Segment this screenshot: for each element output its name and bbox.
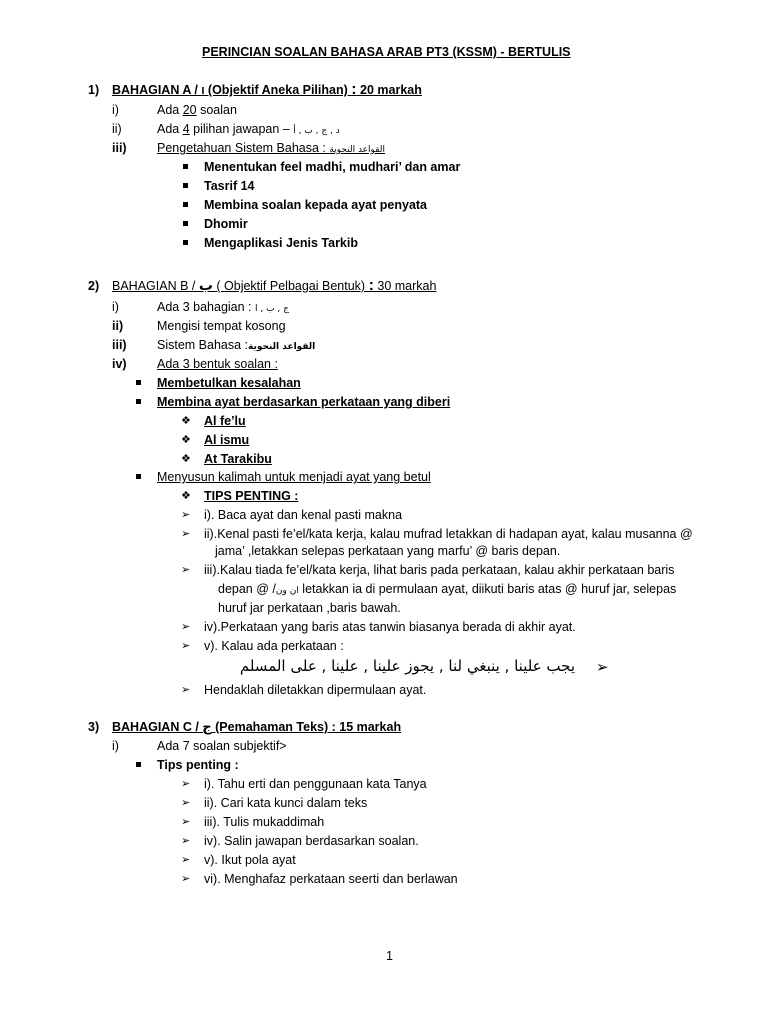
section-1-type: (Objektif Aneka Pilihan) bbox=[204, 83, 352, 97]
s1-bullet-4: Dhomir bbox=[204, 217, 248, 231]
diamond-icon: ❖ bbox=[181, 415, 191, 427]
s2-bullet-square-3 bbox=[136, 474, 141, 479]
s2-bullet-2: Membina ayat berdasarkan perkataan yang diberi bbox=[157, 395, 451, 409]
s1-item-ii-count: 4 bbox=[182, 122, 190, 136]
s1-bullet-3: Membina soalan kepada ayat penyata bbox=[204, 198, 428, 212]
s1-bullet-square-3 bbox=[183, 202, 188, 207]
arrow-bullet-icon: ➢ bbox=[181, 640, 191, 652]
s2-item-ii: Mengisi tempat kosong bbox=[157, 319, 286, 333]
s1-item-iii bbox=[157, 140, 385, 158]
section-3-heading bbox=[112, 719, 401, 736]
s2-item-iii-arabic: القواعد النحوية bbox=[248, 342, 316, 352]
s1-bullet-1: Menentukan feel madhi, mudhari’ dan amar bbox=[204, 160, 461, 174]
s1-bullet-square-1 bbox=[183, 164, 188, 169]
s2-bullet-1: Membetulkan kesalahan bbox=[157, 376, 301, 390]
s2-item-iii-num: iii) bbox=[112, 338, 127, 352]
s2-item-iii-text: Sistem Bahasa : bbox=[157, 338, 249, 352]
s3-item-i-num: i) bbox=[112, 739, 119, 753]
s1-item-ii-post: pilihan jawapan – bbox=[189, 122, 294, 136]
page-number: 1 bbox=[386, 949, 393, 963]
diamond-icon: ❖ bbox=[181, 453, 191, 465]
s2-tips-heading: TIPS PENTING : bbox=[204, 489, 299, 503]
section-1-heading bbox=[112, 82, 422, 100]
s1-item-i-count: 20 bbox=[182, 103, 197, 117]
s2-item-i-text: Ada 3 bahagian : bbox=[157, 300, 255, 314]
section-1-number: 1) bbox=[88, 83, 100, 97]
s1-bullet-square-4 bbox=[183, 221, 188, 226]
arrow-bullet-icon: ➢ bbox=[181, 778, 191, 790]
s3-tip-4: iv). Salin jawapan berdasarkan soalan. bbox=[204, 834, 419, 848]
s2-tip-6: Hendaklah diletakkan dipermulaan ayat. bbox=[204, 683, 427, 697]
section-3-label: BAHAGIAN C / bbox=[112, 720, 203, 734]
section-3-number: 3) bbox=[88, 720, 100, 734]
section-1-colon: : bbox=[351, 81, 357, 98]
s1-item-iii-arabic: القواعد النحوية bbox=[329, 145, 385, 155]
arrow-bullet-icon: ➢ bbox=[181, 509, 191, 521]
arrow-bullet-icon: ➢ bbox=[181, 797, 191, 809]
page-title: PERINCIAN SOALAN BAHASA ARAB PT3 (KSSM) - BERTULIS bbox=[202, 45, 571, 59]
s2-tip-3a: iii).Kalau tiada fe’el/kata kerja, lihat baris pada perkataan, kalau akhir perkataan baris bbox=[204, 563, 675, 577]
s2-tip-1: i). Baca ayat dan kenal pasti makna bbox=[204, 508, 403, 522]
s1-bullet-5: Mengaplikasi Jenis Tarkib bbox=[204, 236, 358, 250]
s2-tip-2b: jama’ ,letakkan selepas perkataan yang marfu’ @ baris depan. bbox=[215, 544, 561, 558]
arrow-bullet-icon: ➢ bbox=[181, 528, 191, 540]
s3-tips-heading: Tips penting : bbox=[157, 758, 239, 772]
s2-tip-3b-pre: depan @ / bbox=[218, 582, 276, 596]
s1-item-i-pre: Ada bbox=[157, 103, 183, 117]
s2-tip-3c: huruf jar perkataan ,baris bawah. bbox=[218, 601, 401, 615]
s2-item-i-num: i) bbox=[112, 300, 119, 314]
arrow-bullet-icon: ➢ bbox=[181, 873, 191, 885]
s2-tip-5: v). Kalau ada perkataan : bbox=[204, 639, 344, 653]
s2-item-i bbox=[157, 299, 289, 317]
s1-bullet-square-5 bbox=[183, 240, 188, 245]
s3-bullet-square bbox=[136, 762, 141, 767]
s2-bullet-3: Menyusun kalimah untuk menjadi ayat yang betul bbox=[157, 470, 431, 484]
s2-sub-2: Al ismu bbox=[204, 433, 250, 447]
s2-bullet-square-1 bbox=[136, 380, 141, 385]
s3-tip-6: vi). Menghafaz perkataan seerti dan berlawan bbox=[204, 872, 458, 886]
s2-sub-1: Al fe’lu bbox=[204, 414, 246, 428]
section-1-label: BAHAGIAN A / bbox=[112, 83, 202, 97]
section-2-number: 2) bbox=[88, 279, 100, 293]
s1-item-i-num: i) bbox=[112, 103, 119, 117]
arrow-bullet-icon: ➢ bbox=[181, 835, 191, 847]
s1-item-iii-text: Pengetahuan Sistem Bahasa : bbox=[157, 141, 330, 155]
arrow-bullet-icon: ➢ bbox=[181, 684, 191, 696]
s3-tip-2: ii). Cari kata kunci dalam teks bbox=[204, 796, 368, 810]
section-3-arabic-letter: ج bbox=[202, 720, 212, 735]
section-2-arabic-letter: ب bbox=[198, 278, 213, 294]
section-1-marks: 20 markah bbox=[356, 83, 422, 97]
section-2-heading bbox=[112, 278, 436, 294]
s1-item-ii-arabic: د , ج , ب , أ bbox=[293, 126, 340, 136]
arrow-bullet-icon: ➢ bbox=[181, 564, 191, 576]
s3-tip-5: v). Ikut pola ayat bbox=[204, 853, 296, 867]
s3-tip-3: iii). Tulis mukaddimah bbox=[204, 815, 325, 829]
s3-tip-1: i). Tahu erti dan penggunaan kata Tanya bbox=[204, 777, 427, 791]
section-2-label: BAHAGIAN B / bbox=[112, 279, 199, 293]
s2-item-iv-num: iv) bbox=[112, 357, 127, 371]
s2-tip-5-arabic: يجب علينا , ينبغي لنا , يجوز علينا , علينا , على المسلم bbox=[239, 657, 575, 675]
s1-item-ii-num: ii) bbox=[112, 122, 122, 136]
s2-item-iv: Ada 3 bentuk soalan : bbox=[157, 357, 278, 371]
section-2-colon: : bbox=[368, 277, 374, 294]
s1-item-ii-pre: Ada bbox=[157, 122, 183, 136]
s2-item-iii bbox=[157, 337, 315, 355]
s2-tip-3b-post: letakkan ia di permulaan ayat, diikuti baris atas @ huruf jar, selepas bbox=[298, 582, 677, 596]
diamond-icon: ❖ bbox=[181, 434, 191, 446]
s3-item-i: Ada 7 soalan subjektif> bbox=[157, 739, 287, 753]
s2-tip-2a: ii).Kenal pasti fe’el/kata kerja, kalau mufrad letakkan di hadapan ayat, kalau musanna @ bbox=[204, 527, 693, 541]
s2-bullet-square-2 bbox=[136, 399, 141, 404]
diamond-icon: ❖ bbox=[181, 490, 191, 502]
s1-item-i bbox=[157, 102, 237, 118]
arrow-bullet-icon: ➢ bbox=[181, 854, 191, 866]
s1-item-ii bbox=[157, 121, 340, 139]
s2-tip-4: iv).Perkataan yang baris atas tanwin biasanya berada di akhir ayat. bbox=[204, 620, 576, 634]
arrow-bullet-icon: ➢ bbox=[181, 621, 191, 633]
s2-item-ii-num: ii) bbox=[112, 319, 124, 333]
s2-sub-3: At Tarakibu bbox=[204, 452, 272, 466]
section-2-type: ( Objektif Pelbagai Bentuk) bbox=[212, 279, 369, 293]
s2-item-i-arabic: ج , ب , ا bbox=[255, 304, 289, 314]
arrow-bullet-icon: ➢ bbox=[596, 659, 609, 676]
s1-item-iii-num: iii) bbox=[112, 141, 127, 155]
s2-tip-3b bbox=[218, 581, 676, 599]
s1-bullet-2: Tasrif 14 bbox=[204, 179, 255, 193]
arrow-bullet-icon: ➢ bbox=[181, 816, 191, 828]
section-2-marks: 30 markah bbox=[373, 279, 437, 293]
s1-bullet-square-2 bbox=[183, 183, 188, 188]
section-1-arabic-letter: ا bbox=[201, 87, 205, 97]
s2-tip-3b-arabic: ان ون bbox=[275, 586, 299, 596]
s1-item-i-post: soalan bbox=[196, 103, 237, 117]
section-3-type: (Pemahaman Teks) : 15 markah bbox=[211, 720, 402, 734]
